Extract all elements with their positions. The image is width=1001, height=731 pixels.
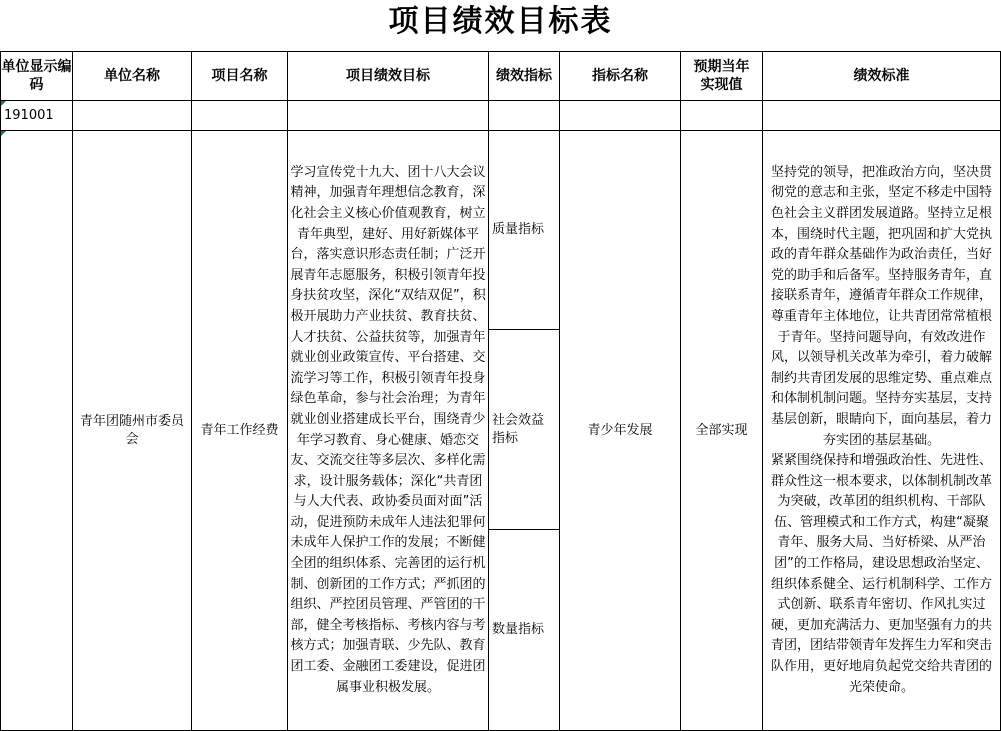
expected-value-cell: 全部实现: [695, 422, 748, 438]
header-expected-value: 预期当年实现值: [693, 59, 750, 93]
header-perf-standard: 绩效标准: [853, 68, 910, 84]
page-title: 项目绩效目标表: [388, 4, 613, 39]
header-unit-code: 单位显示编码: [1, 59, 72, 93]
perf-standard-paragraph-1: 坚持党的领导，把准政治方向，坚决贯彻党的意志和主张，坚定不移走中国特色社会主义群团发展道路。坚持立足根本，围绕时代主题，把巩固和扩大党执政的青年群众基础作为政治责任，当好党的助手和后备军。坚持服务青年，直接联系青年，遵循青年群众工作规律，尊重青年主体地位，让共青团常常植根于青年。坚持问题导向，有效改进作风，以领导机关改革为牵引，着力破解制约共青团发展的思维定势、重点难点和体制机制问题。坚持夯实基层，支持基层创新，眼睛向下，面向基层，着力夯实团的基层基础。: [770, 164, 992, 448]
header-project-goal: 项目绩效目标: [346, 68, 430, 84]
indicator-social-benefit: 社会效益指标: [492, 412, 545, 446]
indicator-quantity: 数量指标: [492, 622, 545, 637]
table-line: [0, 51, 1, 731]
header-project-name: 项目名称: [211, 68, 268, 84]
perf-standard-paragraph-2: 紧紧围绕保持和增强政治性、先进性、群众性这一根本要求，以体制机制改革为突破，改革团的组织机构、干部队伍、管理模式和工作方式，构建“凝聚青年、服务大局、当好桥梁、从严治团”的工作格局，建设思想政治坚定、组织体系健全、运行机制科学、工作方式创新、联系青年密切、作风扎实过硬，更加充满活力、更加坚强有力的共青团，团结带领青年发挥生力军和突击队作用，更好地肩负起党交给共青团的光荣使命。: [770, 453, 992, 695]
indicator-name-cell: 青少年发展: [587, 422, 653, 438]
project-name-cell: 青年工作经费: [200, 422, 279, 438]
cell-note-marker: [1, 131, 6, 136]
perf-standard-cell: [763, 131, 1000, 730]
project-goal-cell: 学习宣传党十九大、团十八大会议精神，加强青年理想信念教育，深化社会主义核心价值观教育，树立青年典型，建好、用好新媒体平台，落实意识形态责任制；广泛开展青年志愿服务，积极引领青年投身扶贫攻坚，深化“双结双促”，积极开展助力产业扶贫、教育扶贫、人才扶贫、公益扶贫等，加强青年就业创业政策宣传、平台搭建、交流学习等工作，积极引领青年投身绿色革命，参与社会治理；为青年就业创业搭建成长平台，围绕青少年学习教育、身心健康、婚恋交友、交流交往等多层次、多样化需求，设计服务载体；深化“共青团与人大代表、政协委员面对面”活动，促进预防未成年人违法犯罪何未成年人保护工作的发展；不断健全团的组织体系、完善团的运行机制、创新团的工作方式；严抓团的组织、严控团员管理、严管团的干部，健全考核指标、考核内容与考核方式；加强青联、少先队、教育团工委、金融团工委建设，促进团属事业积极发展。: [290, 164, 486, 695]
header-unit-name: 单位名称: [104, 68, 160, 84]
header-perf-indicator: 绩效指标: [496, 68, 552, 84]
indicator-quality: 质量指标: [492, 222, 545, 237]
unit-name-cell: 青年团随州市委员会: [79, 413, 184, 447]
table-line: [0, 100, 1001, 101]
unit-code-cell: 191001: [4, 107, 54, 123]
header-indicator-name: 指标名称: [592, 68, 648, 84]
